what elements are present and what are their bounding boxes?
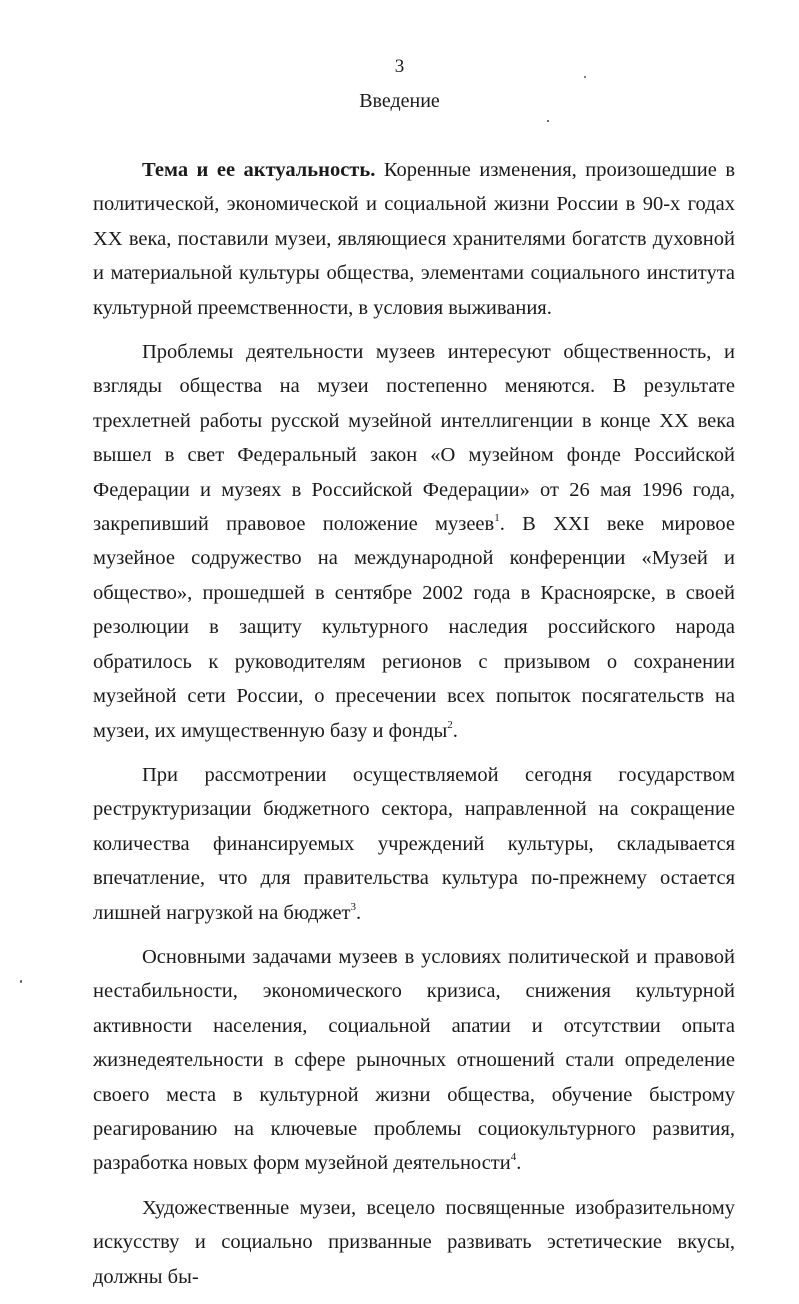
footnote-marker-3: 3 (350, 900, 357, 913)
footnote-marker-2: 2 (447, 718, 453, 731)
paragraph-text-end: . (452, 719, 458, 742)
paragraph-text: При рассмотрении осуществляемой сегодня государством реструктуризации бюджетного сектора, направленной на сокращение количества финансируемых учреждений культуры, складывается впечатление, что для правительства культура по-прежнему остается лишней нагрузкой на бюджет (93, 763, 735, 924)
paragraph-museum-problems (93, 335, 735, 748)
paragraph-text: Основными задачами музеев в условиях политической и правовой нестабильности, экономического кризиса, снижения культурной активности населения, социальной апатии и отсутствии опыта жизнедеятельности в сфере рыночных отношений стали определение своего места в культурной жизни общества, обучение быстрому реагированию на ключевые проблемы социокультурного развития, разработка новых форм музейной деятельности (93, 945, 735, 1175)
paragraph-museum-tasks (93, 940, 735, 1181)
body-text (93, 153, 735, 1304)
footnote-marker-4: 4 (510, 1151, 517, 1164)
paragraph-text: Коренные изменения, произошедшие в политической, экономической и социальной жизни России в 90-х годах XX века, поставили музеи, являющиеся хранителями богатств духовной и материальной культуры общества, элементами социального института культурной преемственности, в условия выживания. (93, 159, 736, 319)
paragraph-text-end: . (516, 1152, 522, 1175)
scan-speck (547, 120, 549, 122)
paragraph-text: Проблемы деятельности музеев интересуют общественность, и взгляды общества на музеи постепенно меняются. В результате трехлетней работы русской музейной интеллигенции в конце XX века вышел в свет Федеральный закон «О музейном фонде Российской Федерации и музеях в Российской Федерации» от 26 мая 1996 года, закрепивший правовое положение музеев (93, 341, 735, 536)
scan-speck (584, 76, 586, 78)
paragraph-art-museums (93, 1191, 735, 1294)
paragraph-text: Художественные музеи, всецело посвященные изобразительному искусству и социально призванные развивать эстетические вкусы, должны бы- (93, 1196, 735, 1288)
paragraph-text-end: . (356, 901, 362, 924)
paragraph-lead-bold: Тема и ее актуальность. (142, 159, 376, 181)
paragraph-text-continued: . В XXI веке мировое музейное содружество на международной конференции «Музей и общество», прошедшей в сентябре 2002 года в Красноярске, в своей резолюции в защиту культурного наследия российского народа обратилось к руководителям регионов с призывом о сохранении музейной сети России, о пресечении всех попыток посягательств на музеи, их имущественную базу и фонды (93, 513, 735, 742)
footnote-marker-1: 1 (494, 512, 500, 525)
paragraph-budget-restructuring (93, 758, 735, 930)
paragraph-topic-relevance (93, 153, 735, 325)
page-number: 3 (394, 56, 405, 77)
page-title: Введение (359, 90, 440, 112)
scan-speck (20, 980, 22, 983)
